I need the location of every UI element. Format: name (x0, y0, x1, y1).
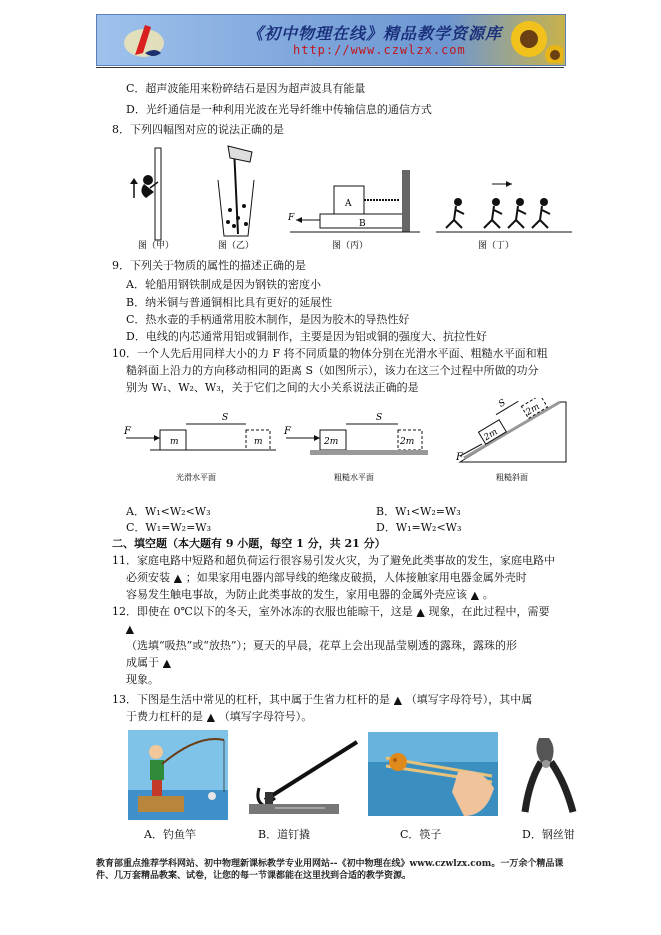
q10-line-3: 别为 W₁、W₂、W₃，关于它们之间的大小关系说法正确的是 (126, 381, 419, 394)
block-a-label: A (345, 199, 352, 209)
caption-fishing-rod: A．钓鱼竿 (144, 828, 196, 841)
q8-stem: 8．下列四幅图对应的说法正确的是 (112, 123, 284, 136)
figure-bing-blocks (287, 170, 420, 232)
q12-line-1: 12．即使在 0℃以下的冬天，室外冰冻的衣服也能晾干，这是 ▲ 现象，在此过程中，需要 (112, 605, 550, 618)
page-footer: 教育部重点推荐学科网站、初中物理新课标教学专业用网站--《初中物理在线》www.czwlzx.com。一万余个精品课件、几万套精品教案、试卷，让您的每一节课都能在这里找到合适的教学资源。 (96, 859, 564, 881)
svg-text:F: F (284, 426, 291, 437)
block-b-label: B (359, 219, 366, 229)
svg-text:F: F (456, 452, 463, 463)
site-url[interactable]: http://www.czwlzx.com (293, 43, 466, 57)
q13-line-1: 13．下图是生活中常见的杠杆，其中属于生省力杠杆的是 ▲ （填写字母符号），其中属 (112, 693, 533, 706)
chopsticks-picture (368, 732, 498, 816)
q12-line-3: （选填“吸热”或“放热”）；夏天的早晨，花草上会出现晶莹剔透的露珠，露珠的形 (126, 639, 517, 652)
caption-smooth: 光滑水平面 (176, 473, 216, 482)
q10-option-b: B．W₁<W₂=W₃ (376, 505, 461, 518)
q10-line-2: 糙斜面上沿力的方向移动相同的距离 S（如图所示），该力在这三个过程中所做的功分 (126, 364, 539, 377)
caption-chopsticks: C．筷子 (400, 828, 442, 841)
svg-text:2m: 2m (324, 437, 339, 447)
caption-pliers: D．钢丝钳 (522, 828, 575, 841)
header-rule (96, 67, 564, 68)
caption-incline: 粗糙斜面 (496, 473, 528, 482)
q12-line-2 (126, 622, 134, 637)
sunflower-icon (485, 17, 563, 63)
q7-option-d: D．光纤通信是一种利用光波在光导纤维中传输信息的通信方式 (126, 103, 432, 116)
q9-option-b: B．纳米铜与普通铜相比具有更好的延展性 (126, 296, 333, 309)
blank-marker: ▲ (416, 607, 425, 618)
force-f-label: F (288, 213, 295, 223)
svg-text:2m: 2m (482, 427, 500, 444)
blank-marker: ▲ (394, 695, 402, 706)
svg-text:S: S (222, 413, 229, 423)
site-logo-icon (121, 19, 167, 61)
q9-option-d: D．电线的内芯通常用铝或铜制作，主要是因为铝或铜的强度大、抗拉性好 (126, 330, 487, 343)
svg-text:2m: 2m (524, 401, 542, 418)
caption-yi: 图（乙） (218, 241, 255, 251)
q11-line-2: 必须安装 ▲ ；如果家用电器内部导线的绝缘皮破损，人体接触家用电器金属外壳时 (126, 571, 527, 584)
q11-line-3: 容易发生触电事故，为防止此类事故的发生，家用电器的金属外壳应该 ▲ 。 (126, 588, 494, 601)
pliers-picture (515, 732, 585, 818)
q10-option-a: A．W₁<W₂<W₃ (126, 505, 211, 518)
q9-stem: 9．下列关于物质的属性的描述正确的是 (112, 259, 306, 272)
caption-ding: 图（丁） (478, 241, 515, 251)
q9-option-c: C．热水壶的手柄通常用胶木制作，是因为胶木的导热性好 (126, 313, 410, 326)
figure-smooth-surface (123, 413, 276, 482)
figure-yi-cup-straw (218, 146, 254, 236)
q13-line-2: 于费力杠杆的是 ▲ （填写字母符号）。 (126, 710, 313, 723)
figure-rough-incline (455, 398, 566, 482)
q11-line-1: 11．家庭电路中短路和超负荷运行很容易引发火灾，为了避免此类事故的发生，家庭电路中 (112, 554, 555, 567)
section-2-title: 二、填空题（本大题有 9 小题，每空 1 分，共 21 分） (112, 537, 386, 550)
q7-option-c: C．超声波能用来粉碎结石是因为超声波具有能量 (126, 82, 366, 95)
fishing-rod-picture (128, 730, 228, 820)
blank-marker: ▲ (163, 658, 171, 669)
blank-marker: ▲ (174, 573, 182, 584)
figure-ding-runners (436, 181, 572, 232)
svg-text:S: S (376, 413, 383, 423)
spike-lever-picture (245, 732, 360, 818)
q10-figures (120, 398, 570, 496)
svg-text:m: m (170, 437, 179, 447)
caption-jia: 图（甲） (138, 241, 175, 251)
figure-jia-monkey-pole (130, 148, 161, 240)
figure-rough-surface (283, 413, 428, 482)
q10-line-1: 10．一个人先后用同样大小的力 F 将不同质量的物体分别在光滑水平面、粗糙水平面和粗 (112, 347, 548, 360)
caption-rough: 粗糙水平面 (334, 473, 374, 482)
header-banner (96, 14, 566, 66)
blank-marker: ▲ (471, 590, 479, 601)
svg-text:m: m (254, 437, 263, 447)
svg-text:2m: 2m (400, 437, 415, 447)
q12-line-5: 现象。 (126, 673, 159, 686)
blank-marker: ▲ (207, 712, 215, 723)
caption-spike-lever: B．道钉撬 (258, 828, 311, 841)
site-title: 《初中物理在线》精品教学资源库 (247, 24, 503, 43)
q8-figures (120, 140, 580, 252)
caption-bing: 图（丙） (332, 241, 369, 251)
svg-text:F: F (124, 426, 131, 437)
blank-marker: ▲ (126, 624, 134, 635)
q10-option-d: D．W₁=W₂<W₃ (376, 521, 462, 534)
svg-text:S: S (497, 398, 508, 410)
q9-option-a: A．轮船用钢铁制成是因为钢铁的密度小 (126, 278, 321, 291)
q10-option-c: C．W₁=W₂=W₃ (126, 521, 211, 534)
q12-line-4: 成属于 ▲ (126, 656, 175, 671)
